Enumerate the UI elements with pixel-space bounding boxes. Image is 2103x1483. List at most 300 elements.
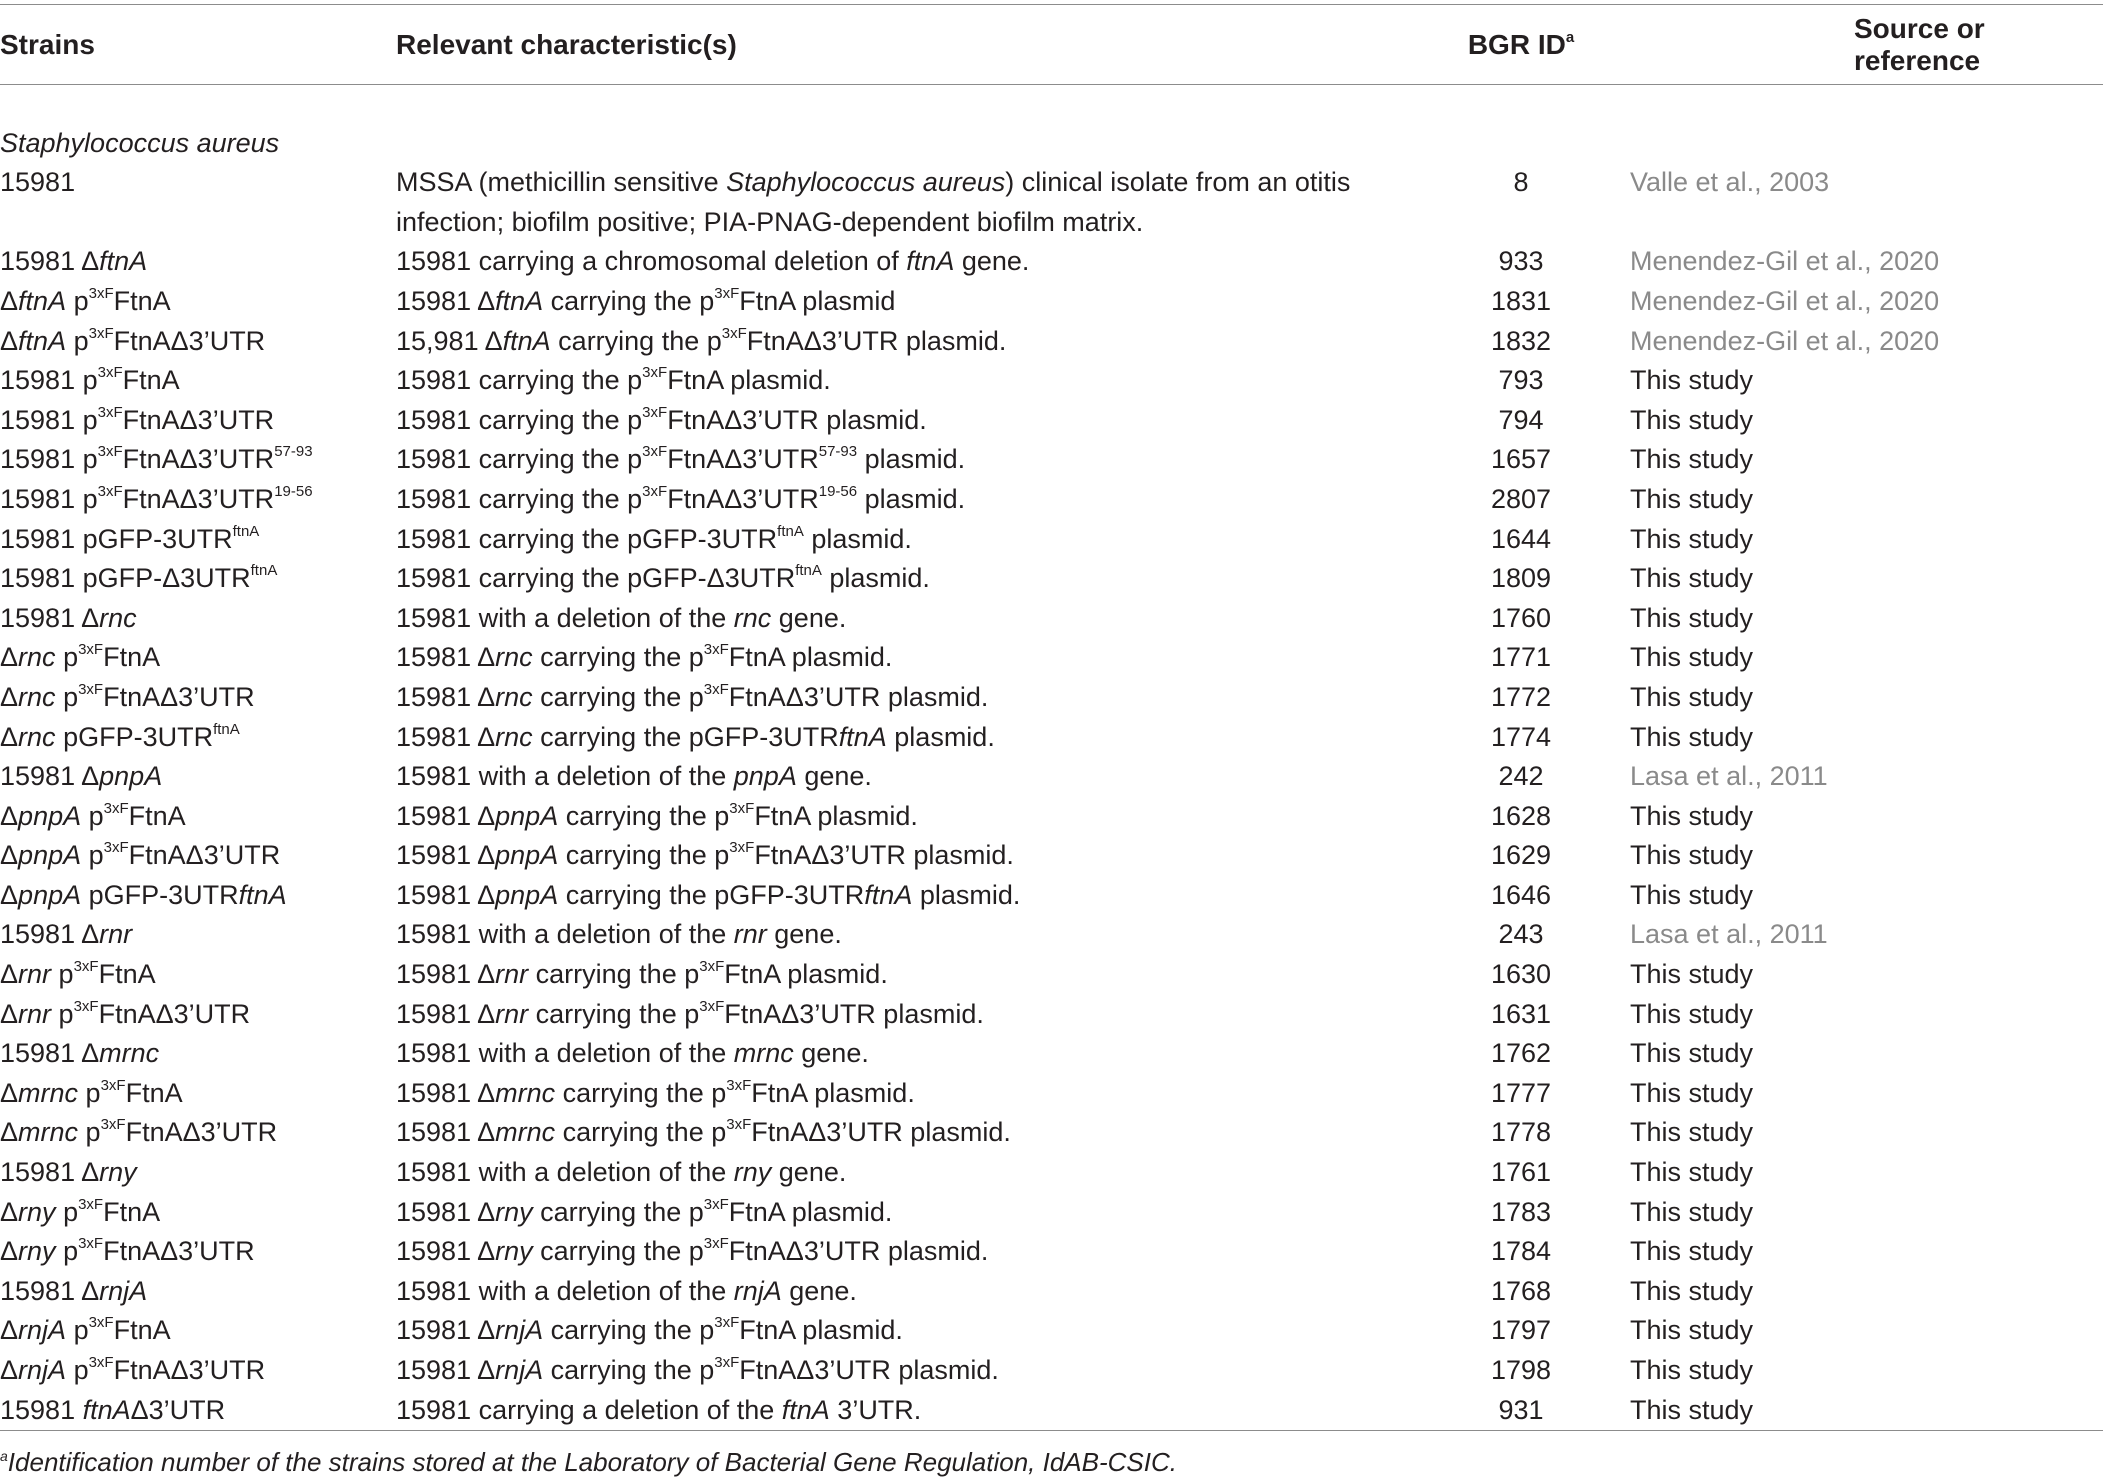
text-segment: FtnA — [122, 365, 180, 396]
cell-characteristics — [396, 1074, 1412, 1114]
cell-bgr-id: 1646 — [1490, 879, 1552, 910]
cell-characteristics — [396, 401, 1412, 441]
table-row — [0, 242, 2103, 282]
table-row — [0, 995, 2103, 1035]
text-segment: rnjA — [99, 1275, 148, 1306]
cell-bgr-id: 1832 — [1490, 325, 1552, 356]
text-segment: 3xF — [703, 1235, 729, 1253]
text-segment: carrying the p — [543, 1355, 715, 1385]
text-segment: rny — [99, 1157, 137, 1188]
cell-strain — [0, 638, 396, 678]
table-row — [0, 915, 2103, 955]
text-segment: rnc — [495, 681, 533, 712]
text-segment: 3xF — [78, 680, 104, 698]
table-row — [0, 1232, 2103, 1272]
text-segment: 15981 with a deletion of the — [396, 602, 734, 633]
text-segment: p — [55, 642, 79, 673]
text-segment: 15981 Δ — [396, 721, 496, 752]
cell-source: This study — [1630, 563, 1754, 594]
cell-strain — [0, 163, 396, 242]
text-segment: 3xF — [703, 641, 729, 659]
text-segment: 3xF — [100, 1076, 126, 1094]
text-segment: 15981 with a deletion of the — [396, 1275, 734, 1306]
table-header-row — [0, 6, 2103, 84]
cell-strain — [0, 1113, 396, 1153]
text-segment: 19-56 — [818, 482, 858, 500]
text-segment: FtnA — [113, 285, 171, 316]
text-segment: 3xF — [78, 641, 104, 659]
text-segment: 15981 Δ — [396, 879, 496, 910]
text-segment: p — [55, 681, 79, 712]
cell-bgr-id: 1778 — [1490, 1117, 1552, 1148]
cell-source-reference: Menendez-Gil et al., 2020 — [1630, 325, 1940, 356]
text-segment: rnr — [495, 959, 529, 990]
text-segment: rnjA — [495, 1315, 544, 1346]
text-segment: rnr — [733, 919, 767, 950]
cell-source-reference: Lasa et al., 2011 — [1630, 761, 1828, 792]
text-segment: FtnA — [98, 959, 156, 990]
cell-characteristics — [396, 282, 1412, 322]
text-segment: 3xF — [88, 324, 114, 342]
cell-strain — [0, 322, 396, 362]
cell-strain — [0, 1232, 396, 1272]
text-segment: pnpA — [18, 840, 82, 871]
text-segment: 3xF — [642, 403, 668, 421]
strains-table — [0, 6, 2103, 1430]
cell-characteristics — [396, 1351, 1412, 1391]
text-segment: mrnc — [495, 1117, 556, 1148]
text-segment: rny — [18, 1196, 56, 1227]
text-segment: carrying the p — [532, 1196, 704, 1227]
cell-characteristics — [396, 1272, 1412, 1312]
text-segment: gene. — [781, 1275, 857, 1306]
text-segment: 19-56 — [274, 482, 313, 500]
cell-source: This study — [1630, 879, 1754, 910]
text-segment: carrying the p — [550, 325, 722, 356]
text-segment: p — [66, 1355, 89, 1385]
cell-source-reference: Menendez-Gil et al., 2020 — [1630, 246, 1940, 277]
text-segment: pGFP-3UTR — [55, 721, 214, 752]
text-segment: p — [66, 1315, 89, 1346]
cell-source: This study — [1630, 959, 1754, 990]
text-segment: FtnAΔ3’UTR — [125, 1117, 278, 1148]
header-bgr-id — [1412, 6, 1630, 84]
text-segment: 3xF — [88, 1354, 114, 1371]
text-segment: 3xF — [88, 284, 114, 302]
table-row — [0, 1391, 2103, 1431]
cell-characteristics — [396, 440, 1412, 480]
text-segment: ftnA — [495, 285, 544, 316]
text-segment: carrying the p — [532, 1236, 704, 1267]
footnote — [0, 1447, 1177, 1478]
text-segment: 3xF — [721, 324, 747, 342]
table-row — [0, 1153, 2103, 1193]
cell-strain — [0, 1351, 396, 1391]
text-segment: 3xF — [73, 997, 99, 1015]
text-segment: rnc — [18, 681, 56, 712]
text-segment: 15981 — [0, 1394, 83, 1425]
text-segment: 15981 p — [0, 404, 98, 435]
cell-strain — [0, 440, 396, 480]
text-segment: 3xF — [726, 1116, 752, 1134]
cell-bgr-id: 2807 — [1490, 483, 1552, 514]
text-segment: rnc — [18, 721, 56, 752]
text-segment: rnr — [495, 998, 529, 1029]
text-segment: carrying the p — [555, 1077, 727, 1108]
cell-source-reference: Lasa et al., 2011 — [1630, 919, 1828, 950]
cell-bgr-id: 793 — [1498, 365, 1544, 396]
text-segment: 15981 Δ — [0, 602, 100, 633]
text-segment: ftnA — [99, 246, 148, 277]
text-segment: 3xF — [73, 958, 99, 976]
cell-source: This study — [1630, 602, 1754, 633]
cell-source: This study — [1630, 1394, 1754, 1425]
text-segment: 15981 with a deletion of the — [396, 761, 734, 792]
text-segment: 3xF — [642, 482, 668, 500]
footer-rule — [0, 1430, 2103, 1431]
cell-bgr-id: 1631 — [1490, 998, 1552, 1029]
text-segment: rnjA — [495, 1355, 544, 1385]
text-segment: carrying the pGFP-3UTR — [558, 879, 865, 910]
cell-source: This study — [1630, 1157, 1754, 1188]
text-segment: FtnAΔ3’UTR plasmid. — [728, 1236, 989, 1267]
text-segment: mrnc — [733, 1038, 794, 1069]
cell-characteristics — [396, 322, 1412, 362]
text-segment: 15981 Δ — [396, 1355, 496, 1385]
table-row — [0, 836, 2103, 876]
text-segment: rny — [495, 1236, 533, 1267]
table-row — [0, 1074, 2103, 1114]
text-segment: gene. — [793, 1038, 869, 1069]
text-segment: FtnA — [113, 1315, 171, 1346]
text-segment: 15981 carrying the p — [396, 404, 643, 435]
header-source: Source or reference — [1854, 13, 1985, 76]
cell-source: This study — [1630, 483, 1754, 514]
text-segment: carrying the p — [555, 1117, 727, 1148]
text-segment: FtnA plasmid — [739, 285, 896, 316]
cell-strain — [0, 1074, 396, 1114]
cell-characteristics — [396, 1034, 1412, 1074]
text-segment: 15981 Δ — [396, 959, 496, 990]
group-row — [0, 124, 2103, 164]
text-segment: Δ — [0, 1196, 19, 1227]
cell-strain — [0, 1272, 396, 1312]
text-segment: FtnA plasmid. — [739, 1315, 903, 1346]
text-segment: Δ — [0, 681, 19, 712]
cell-bgr-id: 242 — [1498, 761, 1544, 792]
text-segment: carrying the p — [558, 800, 730, 831]
cell-characteristics — [396, 163, 1412, 242]
text-segment: 15981 p — [0, 444, 98, 475]
cell-strain — [0, 797, 396, 837]
cell-bgr-id: 931 — [1498, 1394, 1544, 1425]
text-segment: Δ — [0, 959, 19, 990]
cell-characteristics — [396, 480, 1412, 520]
table-row — [0, 559, 2103, 599]
text-segment: 15981 carrying the p — [396, 365, 643, 396]
cell-bgr-id: 1761 — [1490, 1157, 1552, 1188]
text-segment: FtnAΔ3’UTR — [122, 483, 275, 514]
text-segment: rnc — [99, 602, 137, 633]
text-segment: plasmid. — [821, 563, 930, 594]
text-segment: 15981 Δ — [396, 1117, 496, 1148]
text-segment: 3xF — [726, 1076, 752, 1094]
cell-bgr-id: 1798 — [1490, 1355, 1552, 1385]
cell-strain — [0, 955, 396, 995]
footnote-mark: a — [0, 1448, 8, 1464]
table-row — [0, 1034, 2103, 1074]
text-segment: 3xF — [703, 680, 729, 698]
cell-characteristics — [396, 638, 1412, 678]
text-segment: FtnAΔ3’UTR — [128, 840, 281, 871]
cell-characteristics — [396, 1113, 1412, 1153]
text-segment: ftnA — [18, 325, 67, 356]
table-row — [0, 718, 2103, 758]
text-segment: ftnA — [232, 522, 260, 540]
text-segment: ftnA — [838, 721, 887, 752]
text-segment: carrying the pGFP-3UTR — [532, 721, 839, 752]
text-segment: 15981 Δ — [396, 1315, 496, 1346]
text-segment: 15,981 Δ — [396, 325, 503, 356]
text-segment: plasmid. — [857, 444, 966, 475]
text-segment: rnjA — [733, 1275, 782, 1306]
cell-source: This study — [1630, 523, 1754, 554]
cell-characteristics — [396, 797, 1412, 837]
text-segment: rny — [495, 1196, 533, 1227]
cell-source: This study — [1630, 721, 1754, 752]
text-segment: 57-93 — [818, 443, 858, 461]
cell-source: This study — [1630, 1038, 1754, 1069]
text-segment: FtnAΔ3’UTR plasmid. — [667, 404, 927, 435]
cell-strain — [0, 520, 396, 560]
cell-strain — [0, 361, 396, 401]
text-segment: FtnAΔ3’UTR plasmid. — [746, 325, 1007, 356]
text-segment: 15981 Δ — [396, 840, 496, 871]
cell-bgr-id: 1774 — [1490, 721, 1552, 752]
cell-bgr-id: 243 — [1498, 919, 1544, 950]
text-segment: ftnA — [502, 325, 551, 356]
text-segment: ftnA — [250, 562, 278, 580]
text-segment: p — [66, 285, 89, 316]
text-segment: carrying the p — [532, 681, 704, 712]
text-segment: MSSA (methicillin sensitive — [396, 167, 727, 198]
cell-characteristics — [396, 718, 1412, 758]
text-segment: 3xF — [103, 839, 129, 857]
cell-source-reference: Valle et al., 2003 — [1630, 167, 1830, 198]
text-segment: mrnc — [18, 1117, 79, 1148]
cell-bgr-id: 1783 — [1490, 1196, 1552, 1227]
cell-characteristics — [396, 915, 1412, 955]
cell-source: This study — [1630, 1196, 1754, 1227]
cell-characteristics — [396, 955, 1412, 995]
text-segment: carrying the p — [528, 998, 700, 1029]
cell-source: This study — [1630, 1077, 1754, 1108]
text-segment: Δ — [0, 998, 19, 1029]
text-segment: rny — [18, 1236, 56, 1267]
text-segment: 15981 Δ — [0, 246, 100, 277]
text-segment: 15981 carrying the p — [396, 444, 643, 475]
text-segment: 15981 Δ — [396, 681, 496, 712]
text-segment: pnpA — [495, 879, 559, 910]
text-segment: 3’UTR. — [829, 1394, 922, 1425]
text-segment: ftnA — [781, 1394, 830, 1425]
cell-bgr-id: 1772 — [1490, 681, 1552, 712]
text-segment: mrnc — [99, 1038, 160, 1069]
table-row — [0, 322, 2103, 362]
text-segment: gene. — [771, 602, 847, 633]
cell-strain — [0, 1391, 396, 1431]
header-bgr-id-label: BGR ID — [1467, 29, 1566, 60]
text-segment: 15981 Δ — [396, 1077, 496, 1108]
text-segment: gene. — [771, 1157, 847, 1188]
text-segment: rnc — [18, 642, 56, 673]
cell-strain — [0, 599, 396, 639]
text-segment: 3xF — [642, 364, 668, 382]
cell-strain — [0, 678, 396, 718]
text-segment: 3xF — [714, 1354, 740, 1371]
cell-strain — [0, 1034, 396, 1074]
text-segment: p — [81, 840, 104, 871]
cell-characteristics — [396, 242, 1412, 282]
text-segment: 3xF — [729, 799, 755, 817]
text-segment: pnpA — [495, 840, 559, 871]
text-segment: 15981 Δ — [396, 1236, 496, 1267]
cell-bgr-id: 1809 — [1490, 563, 1552, 594]
cell-characteristics — [396, 1153, 1412, 1193]
text-segment: mrnc — [495, 1077, 556, 1108]
cell-characteristics — [396, 876, 1412, 916]
cell-strain — [0, 757, 396, 797]
text-segment: FtnAΔ3’UTR plasmid. — [754, 840, 1014, 871]
text-segment: p — [81, 800, 104, 831]
text-segment: 15981 Δ — [396, 642, 496, 673]
text-segment: plasmid. — [803, 523, 912, 554]
text-segment: 3xF — [97, 443, 123, 461]
text-segment: 3xF — [703, 1195, 729, 1213]
cell-source: This study — [1630, 1236, 1754, 1267]
text-segment: pnpA — [18, 800, 82, 831]
cell-characteristics — [396, 559, 1412, 599]
text-segment: pnpA — [495, 800, 559, 831]
text-segment: 15981 — [0, 167, 76, 198]
text-segment: 15981 Δ — [0, 1038, 100, 1069]
text-segment: 3xF — [642, 443, 668, 461]
text-segment: 15981 Δ — [396, 1196, 496, 1227]
text-segment: pnpA — [733, 761, 797, 792]
text-segment: 15981 p — [0, 365, 98, 396]
text-segment: 3xF — [699, 958, 725, 976]
table-row — [0, 599, 2103, 639]
text-segment: FtnAΔ3’UTR — [103, 1236, 255, 1267]
text-segment: FtnAΔ3’UTR — [113, 325, 266, 356]
text-segment: FtnA plasmid. — [724, 959, 888, 990]
text-segment: 15981 carrying the p — [396, 483, 643, 514]
text-segment: FtnAΔ3’UTR — [122, 404, 275, 435]
cell-characteristics — [396, 1193, 1412, 1233]
text-segment: plasmid. — [912, 879, 1021, 910]
text-segment: 15981 carrying a deletion of the — [396, 1394, 782, 1425]
text-segment: FtnAΔ3’UTR — [113, 1355, 266, 1385]
cell-bgr-id: 1797 — [1490, 1315, 1552, 1346]
table-row — [0, 1272, 2103, 1312]
text-segment: FtnAΔ3’UTR plasmid. — [739, 1355, 999, 1385]
text-segment: gene. — [796, 761, 872, 792]
cell-source: This study — [1630, 404, 1754, 435]
cell-strain — [0, 1193, 396, 1233]
text-segment: FtnAΔ3’UTR — [667, 444, 819, 475]
text-segment: FtnA plasmid. — [667, 365, 831, 396]
cell-characteristics — [396, 757, 1412, 797]
text-segment: FtnAΔ3’UTR — [667, 483, 819, 514]
cell-strain — [0, 242, 396, 282]
text-segment: ftnA — [18, 285, 67, 316]
cell-strain — [0, 401, 396, 441]
text-segment: rny — [733, 1157, 772, 1188]
cell-bgr-id: 8 — [1513, 167, 1529, 198]
cell-source: This study — [1630, 840, 1754, 871]
text-segment: 3xF — [729, 839, 755, 857]
cell-strain — [0, 1153, 396, 1193]
text-segment: p — [55, 1196, 79, 1227]
text-segment: p — [51, 998, 74, 1029]
text-segment: Δ — [0, 1315, 19, 1346]
text-segment: Δ3’UTR — [130, 1394, 226, 1425]
text-segment: rnr — [18, 959, 52, 990]
text-segment: rnjA — [18, 1315, 67, 1346]
text-segment: ftnA — [777, 522, 804, 540]
cell-bgr-id: 1760 — [1490, 602, 1552, 633]
text-segment: ftnA — [238, 879, 287, 910]
text-segment: 15981 Δ — [0, 1157, 100, 1188]
group-label: Staphylococcus aureus — [0, 127, 280, 158]
text-segment: FtnAΔ3’UTR plasmid. — [724, 998, 984, 1029]
text-segment: carrying the p — [558, 840, 730, 871]
text-segment: ftnA — [864, 879, 913, 910]
cell-source-reference: Menendez-Gil et al., 2020 — [1630, 285, 1940, 316]
text-segment: plasmid. — [857, 483, 966, 514]
text-segment: gene. — [766, 919, 842, 950]
cell-characteristics — [396, 678, 1412, 718]
text-segment: 3xF — [699, 997, 725, 1015]
text-segment: 3xF — [78, 1235, 104, 1253]
cell-source: This study — [1630, 998, 1754, 1029]
table-row — [0, 638, 2103, 678]
table-row — [0, 440, 2103, 480]
cell-source: This study — [1630, 365, 1754, 396]
cell-source: This study — [1630, 1117, 1754, 1148]
spacer-row — [0, 84, 2103, 124]
footnote-text: Identification number of the strains stored at the Laboratory of Bacterial Gene Regulation, IdAB-CSIC. — [7, 1447, 1177, 1477]
cell-source: This study — [1630, 1355, 1754, 1385]
text-segment: p — [78, 1077, 101, 1108]
text-segment: FtnA plasmid. — [751, 1077, 915, 1108]
text-segment: Δ — [0, 1355, 19, 1385]
text-segment: 15981 carrying a chromosomal deletion of — [396, 246, 907, 277]
text-segment: 15981 with a deletion of the — [396, 1157, 734, 1188]
cell-bgr-id: 933 — [1498, 246, 1544, 277]
text-segment: 3xF — [714, 284, 740, 302]
table-row — [0, 480, 2103, 520]
text-segment: p — [66, 325, 89, 356]
text-segment: pnpA — [18, 879, 82, 910]
cell-bgr-id: 1630 — [1490, 959, 1552, 990]
header-characteristics: Relevant characteristic(s) — [396, 29, 737, 60]
cell-bgr-id: 1768 — [1490, 1275, 1552, 1306]
text-segment: 15981 with a deletion of the — [396, 919, 734, 950]
text-segment: Δ — [0, 325, 19, 356]
cell-bgr-id: 1762 — [1490, 1038, 1552, 1069]
text-segment: carrying the p — [532, 642, 704, 673]
